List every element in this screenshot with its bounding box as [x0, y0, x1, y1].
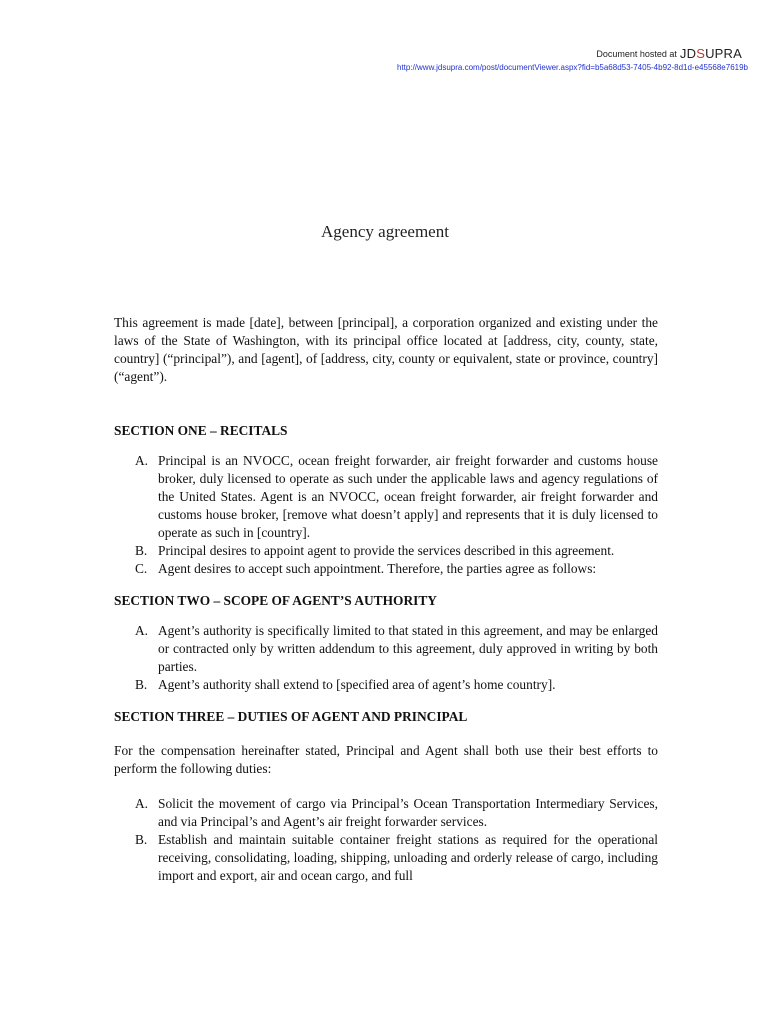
list-marker: B.	[135, 832, 148, 847]
hosted-by-banner	[596, 46, 742, 61]
section-one-heading: SECTION ONE – RECITALS	[114, 423, 288, 438]
logo-part-jd: JD	[679, 46, 697, 61]
list-item	[135, 542, 658, 560]
document-body	[114, 314, 658, 899]
logo-part-s: S	[696, 46, 706, 61]
document-title: Agency agreement	[321, 222, 449, 241]
section-three-heading: SECTION THREE – DUTIES OF AGENT AND PRINCIPAL	[114, 709, 468, 724]
list-item-text: Solicit the movement of cargo via Principal’s Ocean Transportation Intermediary Services, and via Principal’s and Agent’s air freight forwarder services.	[158, 796, 658, 829]
list-item-text: Agent desires to accept such appointment. Therefore, the parties agree as follows:	[158, 561, 597, 576]
section-two-list	[114, 622, 658, 694]
section-three-intro: For the compensation hereinafter stated, Principal and Agent shall both use their best efforts to perform the following duties:	[114, 743, 658, 776]
section-three-list	[114, 795, 658, 885]
list-item	[135, 622, 658, 676]
list-marker: C.	[135, 561, 148, 576]
list-item	[135, 795, 658, 831]
intro-paragraph: This agreement is made [date], between [principal], a corporation organized and existing under the laws of the State of Washington, with its principal office located at [address, city, county, state, country] (“principal”), and [agent], of [address, city, county or equivalent, state or province, country] (“agent”).	[114, 315, 658, 384]
list-item-text: Principal desires to appoint agent to provide the services described in this agreement.	[158, 543, 615, 558]
list-item-text: Principal is an NVOCC, ocean freight forwarder, air freight forwarder and customs house broker, duly licensed to operate as such under the applicable laws and agency regulations of the United States. Agent is an NVOCC, ocean freight forwarder, air freight forwarder and customs house broker, [remove what doesn’t apply] and represents that it is duly licensed to operate as such in [country].	[158, 453, 658, 540]
hosted-text: Document hosted at	[596, 48, 677, 59]
logo-part-upra: UPRA	[705, 46, 742, 61]
list-item-text: Agent’s authority shall extend to [specified area of agent’s home country].	[158, 677, 556, 692]
section-two-heading: SECTION TWO – SCOPE OF AGENT’S AUTHORITY	[114, 593, 437, 608]
list-item-text: Establish and maintain suitable container freight stations as required for the operational receiving, consolidating, loading, shipping, unloading and orderly release of cargo, including import and export, air and ocean cargo, and full	[158, 832, 658, 883]
list-item	[135, 676, 658, 694]
list-marker: A.	[135, 453, 149, 468]
list-item	[135, 831, 658, 885]
list-item-text: Agent’s authority is specifically limited to that stated in this agreement, and may be enlarged or contracted only by written addendum to this agreement, duly approved in writing by both parties.	[158, 623, 658, 674]
list-marker: A.	[135, 623, 149, 638]
section-one-list	[114, 452, 658, 578]
list-marker: B.	[135, 677, 148, 692]
list-marker: B.	[135, 543, 148, 558]
jdsupra-logo[interactable]	[680, 46, 742, 61]
list-item	[135, 452, 658, 542]
document-url-link[interactable]: http://www.jdsupra.com/post/documentViewer.aspx?fid=b5a68d53-7405-4b92-8d1d-e45568e7619b	[397, 63, 748, 72]
list-marker: A.	[135, 796, 149, 811]
list-item	[135, 560, 658, 578]
